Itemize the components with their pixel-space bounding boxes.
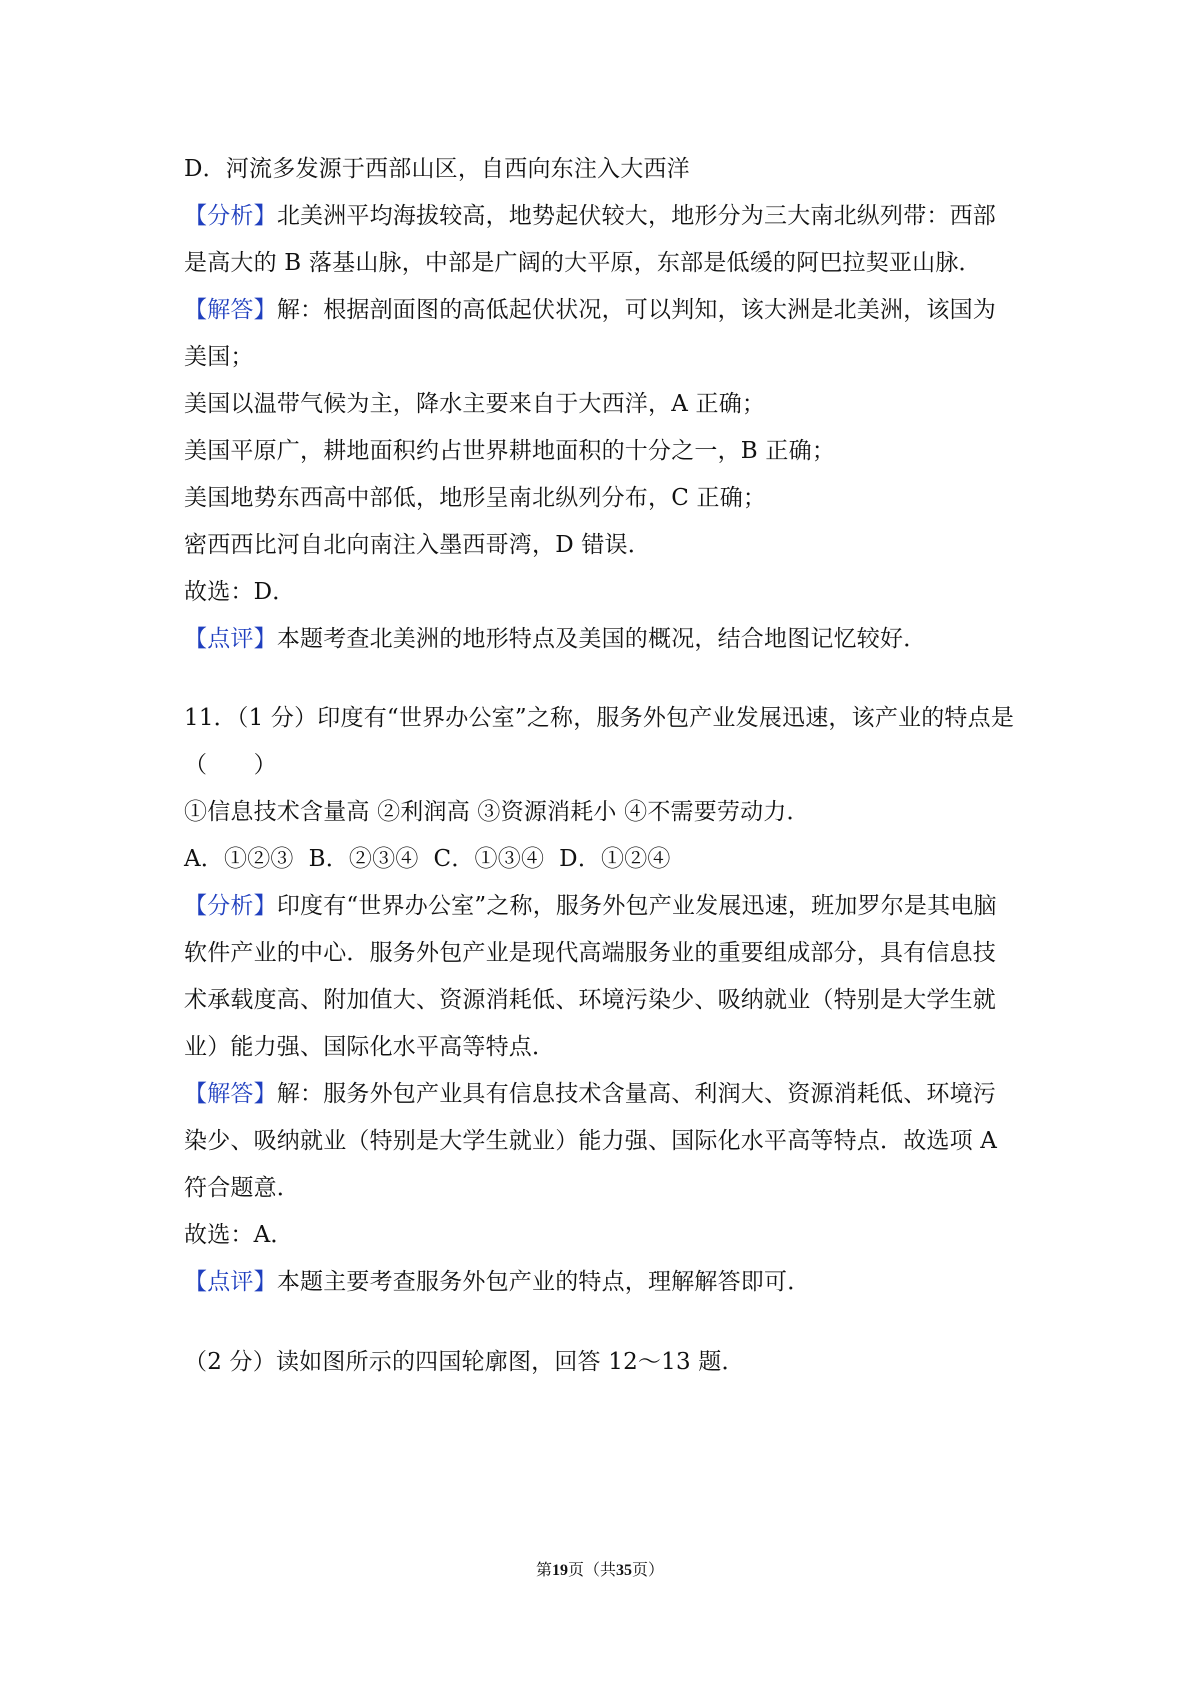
- footer-suffix: 页）: [632, 1560, 665, 1579]
- question-options: A．①②③ B．②③④ C．①③④ D．①②④: [184, 846, 671, 872]
- analysis-text: 业）能力强、国际化水平高等特点．: [184, 1034, 556, 1060]
- analysis-text: 是高大的 B 落基山脉，中部是广阔的大平原，东部是低缓的阿巴拉契亚山脉．: [184, 250, 982, 276]
- analysis-text: 北美洲平均海拔较高，地势起伏较大，地形分为三大南北纵列带：西部: [276, 203, 997, 229]
- analysis-text: 印度有“世界办公室”之称，服务外包产业发展迅速，班加罗尔是其电脑: [276, 893, 997, 919]
- footer-current-page: 19: [551, 1562, 568, 1579]
- answer-choice: 故选：A．: [184, 1222, 294, 1248]
- answer-text: 密西西比河自北向南注入墨西哥湾，D 错误．: [184, 532, 651, 558]
- footer-prefix: 第: [535, 1560, 552, 1579]
- analysis-line: [184, 883, 1034, 930]
- answer-line: [184, 1071, 1034, 1118]
- footer-total-pages: 35: [616, 1562, 632, 1579]
- comment-tag: 【点评】: [184, 626, 277, 652]
- answer-tag: 【解答】: [184, 1081, 277, 1107]
- footer-middle: 页（共: [567, 1560, 616, 1579]
- question-blank: （ ）: [184, 752, 277, 778]
- answer-tag: 【解答】: [184, 297, 277, 323]
- analysis-text: 软件产业的中心．服务外包产业是现代高端服务业的重要组成部分，具有信息技: [184, 940, 996, 966]
- analysis-tag: 【分析】: [184, 893, 277, 919]
- analysis-text: 术承载度高、附加值大、资源消耗低、环境污染少、吸纳就业（特别是大学生就: [184, 987, 996, 1013]
- page-footer: [0, 1558, 1200, 1583]
- answer-choice: 故选：D．: [184, 579, 296, 605]
- comment-text: 本题考查北美洲的地形特点及美国的概况，结合地图记忆较好．: [276, 626, 927, 652]
- spacer: [184, 663, 1034, 695]
- answer-line: [184, 287, 1034, 334]
- answer-text: 美国平原广，耕地面积约占世界耕地面积的十分之一，B 正确；: [184, 438, 836, 464]
- analysis-tag: 【分析】: [184, 203, 277, 229]
- answer-text: 染少、吸纳就业（特别是大学生就业）能力强、国际化水平高等特点．故选项 A: [184, 1128, 998, 1154]
- question-stem: 11．（1 分）印度有“世界办公室”之称，服务外包产业发展迅速，该产业的特点是: [184, 705, 1015, 731]
- spacer: [184, 1306, 1034, 1339]
- comment-text: 本题主要考查服务外包产业的特点，理解解答即可．: [276, 1269, 811, 1295]
- analysis-line: [184, 193, 1034, 240]
- comment-line: [184, 1259, 1034, 1306]
- next-question-intro: （2 分）读如图所示的四国轮廓图，回答 12～13 题．: [184, 1349, 745, 1375]
- page-content: [184, 146, 1034, 1386]
- question-statements: ①信息技术含量高 ②利润高 ③资源消耗小 ④不需要劳动力．: [184, 799, 810, 825]
- answer-text: 美国以温带气候为主，降水主要来自于大西洋，A 正确；: [184, 391, 766, 417]
- answer-text: 美国；: [184, 344, 254, 370]
- answer-text: 符合题意．: [184, 1175, 300, 1201]
- comment-line: [184, 616, 1034, 663]
- answer-text: 解：服务外包产业具有信息技术含量高、利润大、资源消耗低、环境污: [276, 1081, 997, 1107]
- option-d: D．河流多发源于西部山区，自西向东注入大西洋: [184, 156, 690, 182]
- answer-text: 解：根据剖面图的高低起伏状况，可以判知，该大洲是北美洲，该国为: [276, 297, 997, 323]
- comment-tag: 【点评】: [184, 1269, 277, 1295]
- answer-text: 美国地势东西高中部低，地形呈南北纵列分布，C 正确；: [184, 485, 767, 511]
